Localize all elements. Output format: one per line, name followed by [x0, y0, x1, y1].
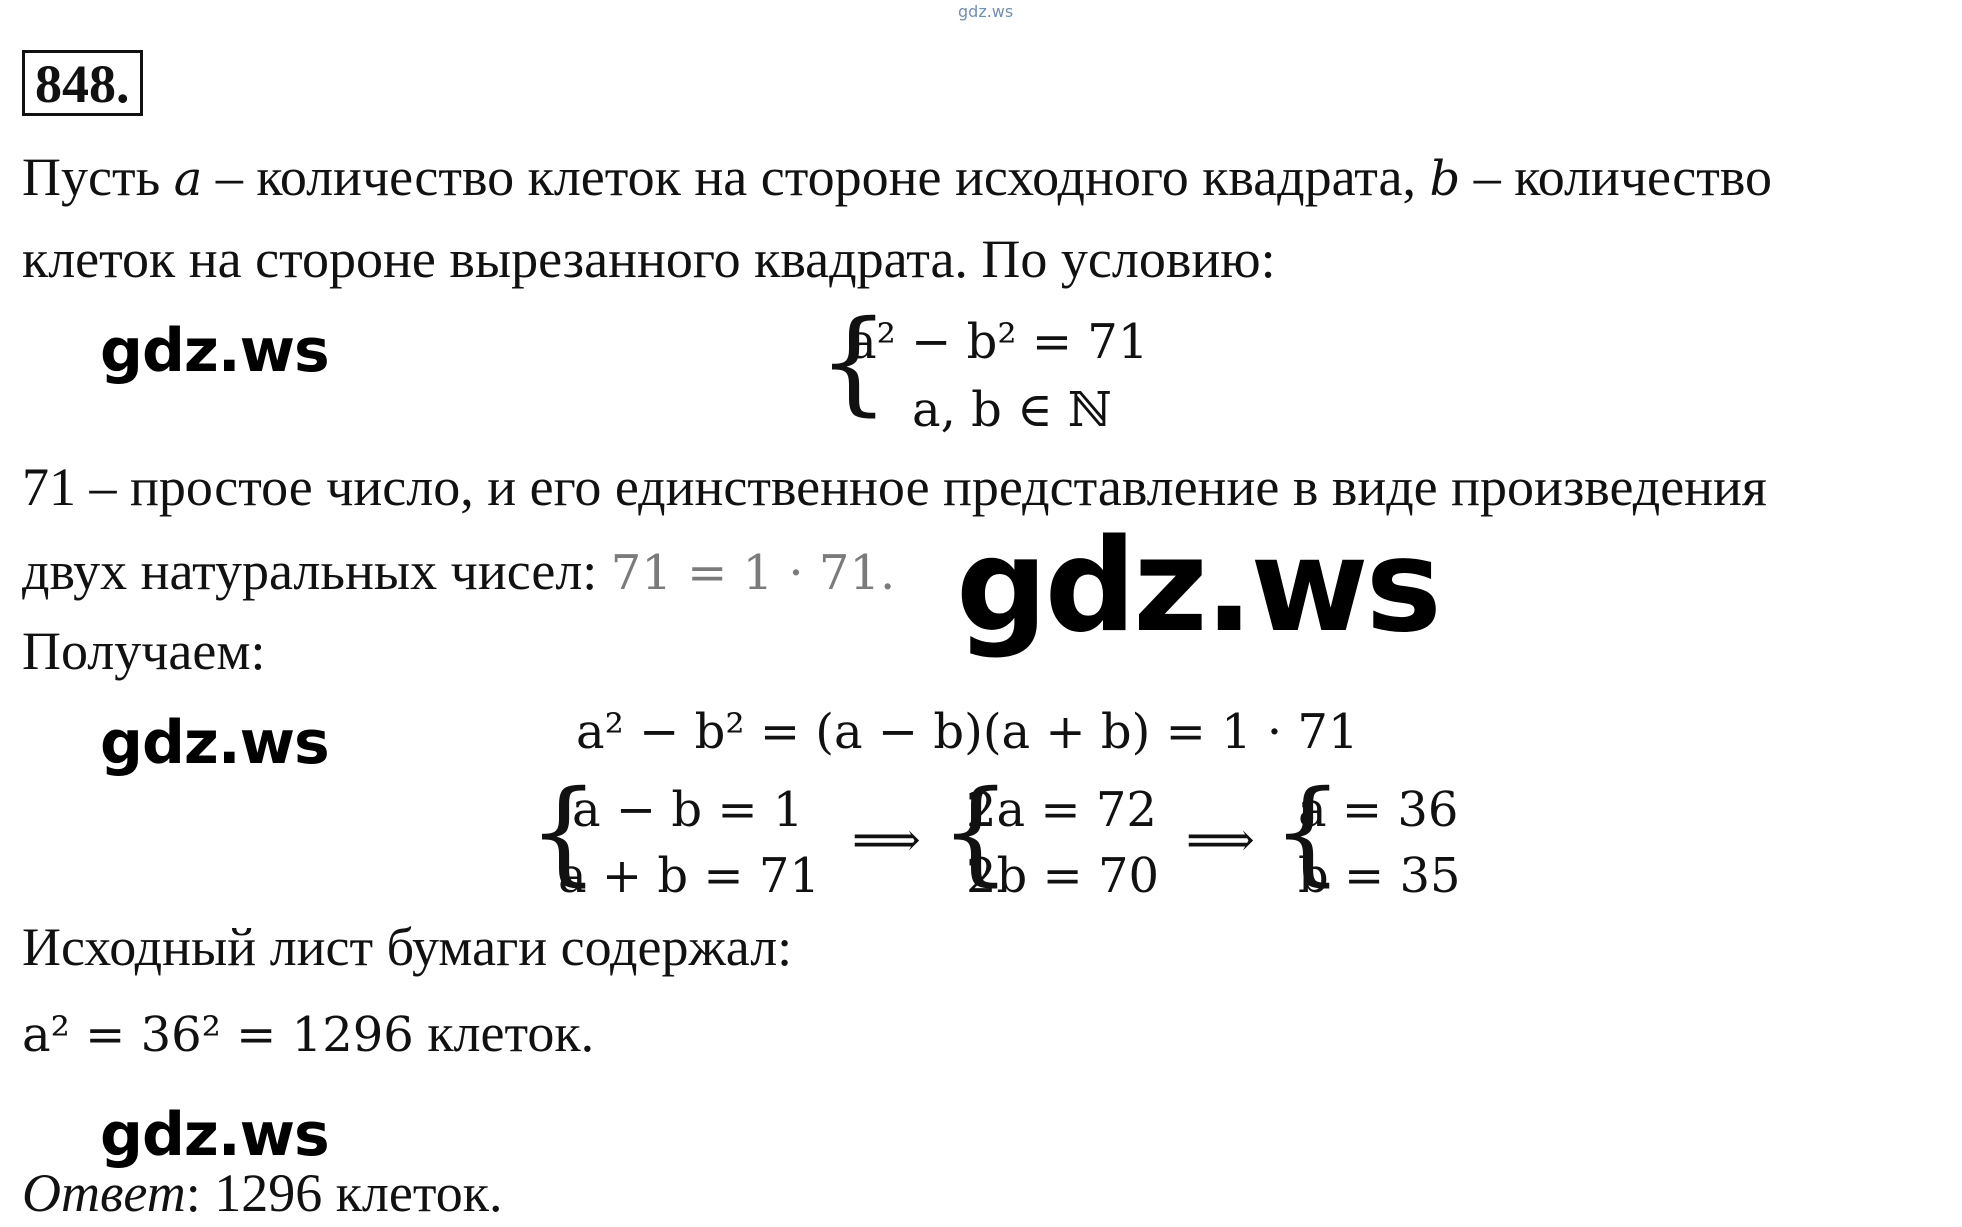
answer-line — [22, 1163, 503, 1223]
answer-text: : 1296 клеток. — [185, 1163, 503, 1223]
watermark-small: gdz.ws — [100, 1100, 329, 1170]
left-brace: { — [940, 767, 1012, 897]
result-text: клеток. — [413, 1003, 595, 1063]
watermark-small: gdz.ws — [100, 708, 329, 778]
watermark-small: gdz.ws — [100, 316, 329, 386]
left-brace: { — [818, 297, 890, 427]
get-label: Получаем: — [22, 621, 266, 681]
intro-text-part: – количество клеток на стороне исходного квадрата, — [202, 147, 1430, 207]
system-s1-eq2: a + b = 71 — [558, 848, 820, 904]
answer-label: Ответ — [22, 1163, 186, 1223]
result-line — [22, 1003, 595, 1063]
intro-text-part: Пусть — [22, 147, 174, 207]
intro-line-2: клеток на стороне вырезанного квадрата. По условию: — [22, 229, 1276, 289]
prime-text-line-2 — [22, 541, 896, 601]
system1-eq1: a² − b² = 71 — [848, 314, 1149, 370]
top-watermark: gdz.ws — [958, 2, 1014, 21]
system-s1-eq1: a − b = 1 — [572, 782, 804, 838]
system1-eq2: a, b ∈ ℕ — [912, 382, 1112, 438]
prime-factor-math: 71 = 1 · 71. — [610, 545, 896, 601]
prime-text-line-1: 71 – простое число, и его единственное представление в виде произведения — [22, 457, 1767, 517]
left-brace: { — [1272, 767, 1344, 897]
system-s2-eq2: 2b = 70 — [966, 848, 1160, 904]
system-s3-eq1: a = 36 — [1298, 782, 1459, 838]
variable-b: b — [1429, 151, 1461, 207]
watermark-big: gdz.ws — [956, 512, 1439, 661]
left-brace: { — [528, 767, 600, 897]
prime-text-part: двух натуральных чисел: — [22, 541, 611, 601]
system-s3-eq2: b = 35 — [1298, 848, 1461, 904]
variable-a: a — [173, 151, 203, 207]
system-s2-eq1: 2a = 72 — [966, 782, 1157, 838]
factorization-equation: a² − b² = (a − b)(a + b) = 1 · 71 — [576, 704, 1359, 760]
implies-arrow-icon: ⟹ — [1186, 812, 1255, 868]
result-math: a² = 36² = 1296 — [22, 1007, 414, 1063]
intro-text-part: – количество — [1460, 147, 1772, 207]
problem-number: 848. — [22, 50, 143, 116]
result-label: Исходный лист бумаги содержал: — [22, 917, 793, 977]
intro-line-1 — [22, 147, 1772, 207]
implies-arrow-icon: ⟹ — [852, 812, 921, 868]
